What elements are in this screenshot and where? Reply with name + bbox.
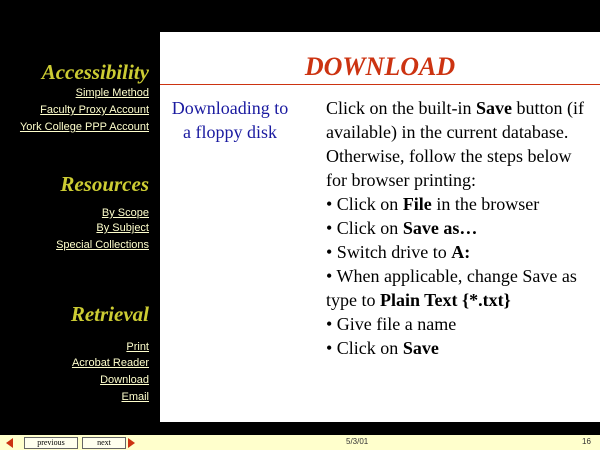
link-special-collections[interactable]: Special Collections — [56, 239, 149, 251]
link-print[interactable]: Print — [126, 341, 149, 353]
step-file-name: • Give file a name — [326, 314, 457, 334]
next-button[interactable]: next — [82, 437, 126, 449]
section-title-resources: Resources — [60, 172, 149, 196]
title-divider — [160, 84, 600, 85]
step-save-as: • Click on Save as… — [326, 218, 478, 238]
intro-paragraph: Click on the built-in Save button (if available) in the current database. Otherwise, follow the steps below for browser printing: — [326, 98, 584, 190]
footer-bar — [0, 435, 600, 450]
arrow-right-icon[interactable] — [128, 438, 135, 448]
step-save-type: • When applicable, change Save as type to Plain Text {*.txt} — [326, 266, 577, 310]
link-simple-method[interactable]: Simple Method — [75, 87, 149, 99]
instructions-text — [326, 96, 596, 360]
previous-button[interactable]: previous — [24, 437, 78, 449]
step-file: • Click on File in the browser — [326, 194, 540, 214]
section-title-accessibility: Accessibility — [41, 60, 149, 84]
content-panel — [160, 32, 600, 422]
page-number: 16 — [582, 437, 591, 446]
section-title-retrieval: Retrieval — [70, 302, 149, 326]
slide-date: 5/3/01 — [346, 437, 369, 446]
arrow-left-icon[interactable] — [6, 438, 13, 448]
page-title: DOWNLOAD — [304, 52, 456, 81]
link-email[interactable]: Email — [121, 391, 149, 403]
link-download[interactable]: Download — [100, 374, 149, 386]
link-acrobat-reader[interactable]: Acrobat Reader — [71, 357, 149, 369]
sidebar — [0, 0, 158, 435]
link-faculty-proxy-account[interactable]: Faculty Proxy Account — [40, 104, 149, 116]
step-switch-drive: • Switch drive to A: — [326, 242, 471, 262]
step-click-save: • Click on Save — [326, 338, 439, 358]
slide-subtitle: Downloading to a floppy disk — [171, 98, 289, 142]
link-by-scope[interactable]: By Scope — [101, 207, 149, 219]
link-by-subject[interactable]: By Subject — [96, 222, 149, 234]
link-york-college-ppp-account[interactable]: York College PPP Account — [19, 121, 149, 133]
